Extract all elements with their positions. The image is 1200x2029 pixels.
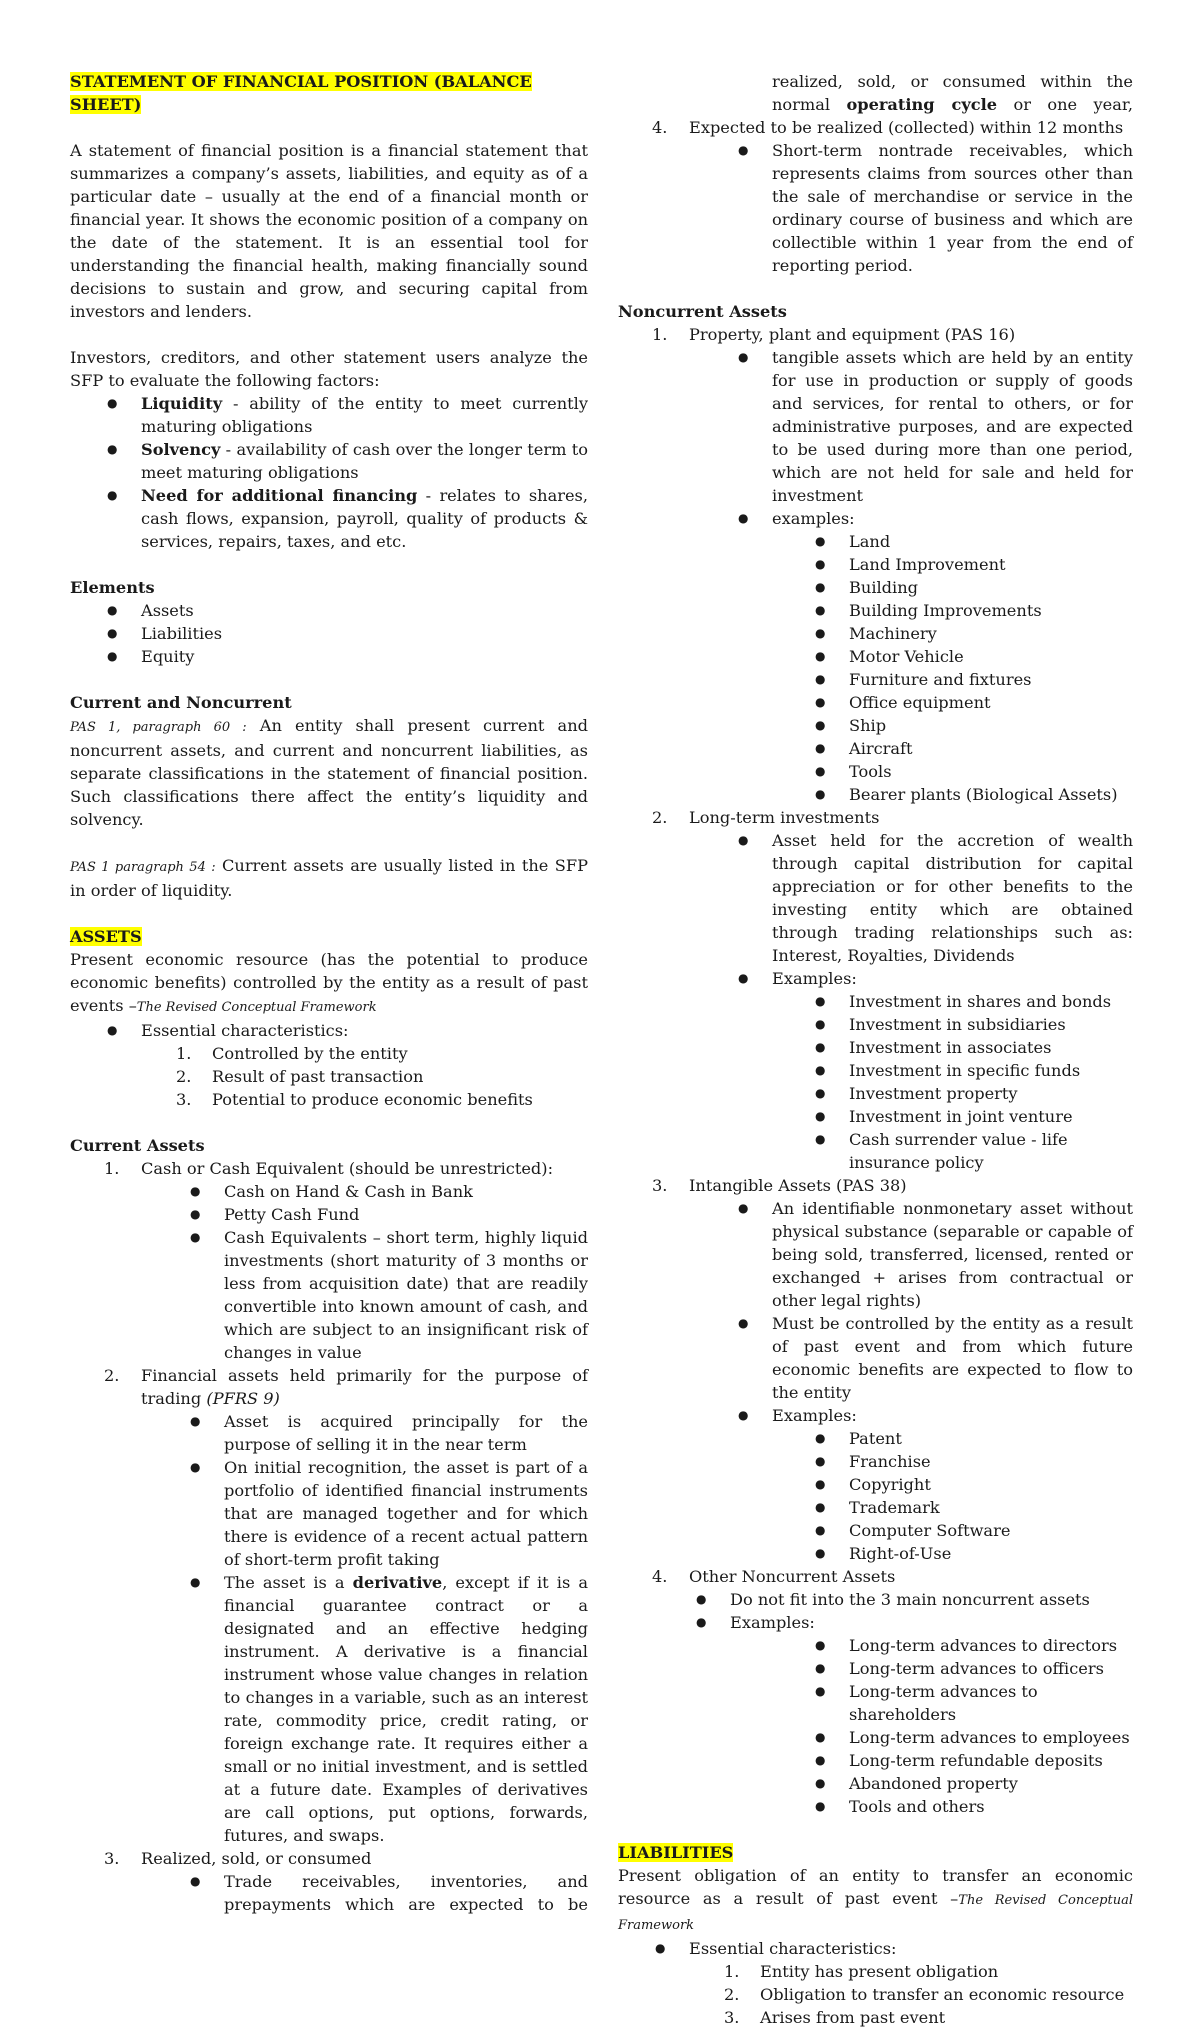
right-column <box>618 70 1133 2029</box>
ppe-examples-list <box>618 530 1133 806</box>
bullet-icon: ● <box>815 1454 826 1468</box>
bullet-icon: ● <box>815 1684 826 1698</box>
list-item: ● Aircraft <box>815 739 913 758</box>
bullet-icon: ● <box>655 1941 666 1955</box>
list-item: ● Do not fit into the 3 main noncurrent assets <box>696 1590 1090 1609</box>
list-item: ● Long-term refundable deposits <box>815 1751 1103 1770</box>
users-intro: Investors, creditors, and other statement users analyze the SFP to evaluate the following factors: <box>70 348 588 390</box>
list-item: ● Ship <box>815 716 887 735</box>
bullet-icon: ● <box>107 603 118 617</box>
list-item: ● Must be controlled by the entity as a result of past event and from which future economic benefits are expected to flow to the entity <box>738 1314 1133 1402</box>
bullet-icon: ● <box>190 1460 201 1474</box>
bullet-icon: ● <box>815 1523 826 1537</box>
bullet-icon: ● <box>815 1132 826 1146</box>
list-item: ● Cash on Hand & Cash in Bank <box>190 1182 473 1201</box>
bullet-icon: ● <box>815 764 826 778</box>
bullet-icon: ● <box>815 1431 826 1445</box>
bullet-icon: ● <box>815 1086 826 1100</box>
liabilities-heading: LIABILITIES <box>618 1843 734 1862</box>
bullet-icon: ● <box>815 603 826 617</box>
list-item: 3. Arises from past event <box>724 2008 946 2027</box>
bullet-icon: ● <box>738 971 749 985</box>
list-item: ● Investment property <box>815 1084 1018 1103</box>
bullet-icon: ● <box>107 1023 118 1037</box>
bullet-icon: ● <box>815 649 826 663</box>
bullet-icon: ● <box>738 1408 749 1422</box>
bullet-icon: ● <box>815 534 826 548</box>
list-item: ● Trademark <box>815 1498 940 1517</box>
list-item: ● Land Improvement <box>815 555 1006 574</box>
list-item: ● Need for additional financing - relates to shares, cash flows, expansion, payroll, quality of products & services, repairs, taxes, and etc. <box>107 486 588 551</box>
bullet-icon: ● <box>190 1575 201 1589</box>
bullet-icon: ● <box>815 787 826 801</box>
bullet-icon: ● <box>190 1184 201 1198</box>
bullet-icon: ● <box>696 1615 707 1629</box>
list-item: ● Petty Cash Fund <box>190 1205 360 1224</box>
list-item: ● Long-term advances to employees <box>815 1728 1130 1747</box>
bullet-icon: ● <box>190 1207 201 1221</box>
list-item: ● Motor Vehicle <box>815 647 964 666</box>
list-item: 4. Other Noncurrent Assets <box>652 1567 896 1586</box>
list-item: ● Franchise <box>815 1452 931 1471</box>
list-item: ● Computer Software <box>815 1521 1011 1540</box>
bullet-icon: ● <box>815 994 826 1008</box>
bullet-icon: ● <box>815 1500 826 1514</box>
bullet-icon: ● <box>738 1201 749 1215</box>
list-item: ● Asset held for the accretion of wealth through capital distribution for capital appreciation or for other benefits to the investing entity which are obtained through trading relationships such as: Interest, Royalties, Dividends <box>738 831 1133 965</box>
liabilities-definition: Present obligation of an entity to transfer an economic resource as a result of past event –The Revised Conceptual Framework <box>618 1866 1133 1933</box>
list-item: ● Investment in subsidiaries <box>815 1015 1066 1034</box>
list-item: 3. Intangible Assets (PAS 38) <box>652 1176 907 1195</box>
assets-heading: ASSETS <box>70 927 142 946</box>
continued-bullet-text: realized, sold, or consumed within the normal operating cycle or one year, <box>772 72 1133 114</box>
list-item: ● Bearer plants (Biological Assets) <box>815 785 1118 804</box>
list-item: ● Essential characteristics: <box>655 1939 897 1958</box>
list-item: 1. Controlled by the entity <box>176 1044 408 1063</box>
list-item: ● Furniture and fixtures <box>815 670 1032 689</box>
current-assets-heading: Current Assets <box>70 1136 205 1155</box>
bullet-icon: ● <box>738 1316 749 1330</box>
bullet-icon: ● <box>815 1109 826 1123</box>
bullet-icon: ● <box>815 580 826 594</box>
list-item: ● Asset is acquired principally for the purpose of selling it in the near term <box>190 1412 588 1454</box>
list-item: 3. Realized, sold, or consumed <box>104 1849 372 1868</box>
list-item: ● On initial recognition, the asset is part of a portfolio of identified financial instruments that are managed together and for which there is evidence of a recent actual pattern of short-term profit taking <box>190 1458 588 1569</box>
list-item: ● Office equipment <box>815 693 991 712</box>
bullet-icon: ● <box>815 1063 826 1077</box>
assets-definition: Present economic resource (has the potential to produce economic benefits) controlled by the entity as a result of past events –The Revised Conceptual Framework <box>70 950 588 1015</box>
bullet-icon: ● <box>815 1730 826 1744</box>
bullet-icon: ● <box>815 1799 826 1813</box>
list-item: ● Cash Equivalents – short term, highly liquid investments (short maturity of 3 months or less from acquisition date) that are readily convertible into known amount of cash, and which are subject to an insignificant risk of changes in value <box>190 1228 588 1362</box>
list-item: ● Patent <box>815 1429 902 1448</box>
list-item: 2. Obligation to transfer an economic resource <box>724 1985 1125 2004</box>
list-item: 3. Potential to produce economic benefits <box>176 1090 533 1109</box>
list-item: 4. Expected to be realized (collected) within 12 months <box>652 118 1124 137</box>
list-item: ● Copyright <box>815 1475 931 1494</box>
list-item: ● Examples: <box>738 1406 857 1425</box>
list-item: ● Machinery <box>815 624 937 643</box>
bullet-icon: ● <box>815 1477 826 1491</box>
other-examples-list <box>618 1634 1133 1818</box>
list-item: ● Investment in associates <box>815 1038 1052 1057</box>
list-item: ● Trade receivables, inventories, and prepayments which are expected to be <box>190 1872 588 1914</box>
bullet-icon: ● <box>815 695 826 709</box>
list-item: ● Tools and others <box>815 1797 985 1816</box>
bullet-icon: ● <box>107 488 118 502</box>
noncurrent-assets-heading: Noncurrent Assets <box>618 302 787 321</box>
pas1-para54: PAS 1 paragraph 54 : Current assets are usually listed in the SFP in order of liquidity. <box>70 856 588 900</box>
current-noncurrent-heading: Current and Noncurrent <box>70 693 292 712</box>
list-item: ● Assets <box>107 601 194 620</box>
list-item: ● tangible assets which are held by an entity for use in production or supply of goods and services, for rental to others, or for administrative purposes, and are expected to be used during more than one period, which are not held for sale and held for investment <box>738 348 1133 505</box>
list-item: ● Long-term advances to officers <box>815 1659 1104 1678</box>
bullet-icon: ● <box>190 1414 201 1428</box>
list-item: 1. Property, plant and equipment (PAS 16) <box>652 325 1016 344</box>
bullet-icon: ● <box>107 442 118 456</box>
bullet-icon: ● <box>738 350 749 364</box>
elements-heading: Elements <box>70 578 155 597</box>
bullet-icon: ● <box>107 649 118 663</box>
list-item: 1. Cash or Cash Equivalent (should be unrestricted): <box>104 1159 554 1178</box>
bullet-icon: ● <box>738 511 749 525</box>
bullet-icon: ● <box>815 626 826 640</box>
list-item: ● Land <box>815 532 891 551</box>
bullet-icon: ● <box>815 718 826 732</box>
list-item: ● Short-term nontrade receivables, which represents claims from sources other than the sale of merchandise or service in the ordinary course of business and which are collectible within 1 year from the end of reporting period. <box>738 141 1133 275</box>
bullet-icon: ● <box>815 1661 826 1675</box>
bullet-icon: ● <box>190 1874 201 1888</box>
list-item: 2. Financial assets held primarily for the purpose of trading (PFRS 9) <box>104 1366 588 1408</box>
list-item: ● Examples: <box>696 1613 815 1632</box>
bullet-icon: ● <box>815 557 826 571</box>
bullet-icon: ● <box>190 1230 201 1244</box>
list-item: ● Liabilities <box>107 624 223 643</box>
lti-examples-list <box>618 990 1133 1174</box>
list-item: ● Cash surrender value - life insurance policy <box>815 1130 1068 1172</box>
intro-paragraph: A statement of financial position is a financial statement that summarizes a company’s assets, liabilities, and equity as of a particular date – usually at the end of a financial month or financial year. It shows the economic position of a company on the date of the statement. It is an essential tool for understanding the financial health, making financially sound decisions to sustain and grow, and securing capital from investors and lenders. <box>70 141 588 321</box>
left-column <box>70 70 588 1916</box>
list-item: ● Liquidity - ability of the entity to meet currently maturing obligations <box>107 394 588 436</box>
list-item: ● Essential characteristics: <box>107 1021 349 1040</box>
list-item: ● Equity <box>107 647 195 666</box>
bullet-icon: ● <box>815 1776 826 1790</box>
list-item: ● The asset is a derivative, except if it is a financial guarantee contract or a designated and an effective hedging instrument. A derivative is a financial instrument whose value changes in relation to changes in a variable, such as an interest rate, commodity price, credit rating, or foreign exchange rate. It requires either a small or no initial investment, and is settled at a future date. Examples of derivatives are call options, put options, forwards, futures, and swaps. <box>190 1573 588 1845</box>
bullet-icon: ● <box>107 626 118 640</box>
list-item: ● Investment in joint venture <box>815 1107 1073 1126</box>
pas1-para60: PAS 1, paragraph 60 : An entity shall present current and noncurrent assets, and current and noncurrent liabilities, as separate classifications in the statement of financial position. Such classifications there affect the entity’s liquidity and solvency. <box>70 716 588 829</box>
bullet-icon: ● <box>815 1546 826 1560</box>
bullet-icon: ● <box>815 1040 826 1054</box>
bullet-icon: ● <box>738 143 749 157</box>
bullet-icon: ● <box>815 741 826 755</box>
factors-list <box>70 392 588 553</box>
list-item: ● Abandoned property <box>815 1774 1018 1793</box>
list-item: ● Building <box>815 578 919 597</box>
page-title: STATEMENT OF FINANCIAL POSITION (BALANCE SHEET) <box>70 72 532 114</box>
list-item: ● Examples: <box>738 969 857 988</box>
bullet-icon: ● <box>815 1017 826 1031</box>
intangible-examples-list <box>618 1427 1133 1565</box>
list-item: ● Long-term advances to directors <box>815 1636 1118 1655</box>
elements-list <box>70 599 588 668</box>
list-item: ● examples: <box>738 509 855 528</box>
list-item: ● Solvency - availability of cash over the longer term to meet maturing obligations <box>107 440 588 482</box>
list-item: ● An identifiable nonmonetary asset without physical substance (separable or capable of being sold, transferred, licensed, rented or exchanged + arises from contractual or other legal rights) <box>738 1199 1133 1310</box>
bullet-icon: ● <box>815 1638 826 1652</box>
list-item: ● Right-of-Use <box>815 1544 952 1563</box>
list-item: ● Investment in shares and bonds <box>815 992 1112 1011</box>
bullet-icon: ● <box>815 672 826 686</box>
bullet-icon: ● <box>107 396 118 410</box>
list-item: ● Investment in specific funds <box>815 1061 1081 1080</box>
list-item: ● Tools <box>815 762 892 781</box>
list-item: ● Building Improvements <box>815 601 1042 620</box>
bullet-icon: ● <box>738 833 749 847</box>
bullet-icon: ● <box>696 1592 707 1606</box>
list-item: 2. Long-term investments <box>652 808 880 827</box>
list-item: 2. Result of past transaction <box>176 1067 424 1086</box>
list-item: 1. Entity has present obligation <box>724 1962 999 1981</box>
bullet-icon: ● <box>815 1753 826 1767</box>
list-item: ● Long-term advances to shareholders <box>815 1682 1038 1724</box>
